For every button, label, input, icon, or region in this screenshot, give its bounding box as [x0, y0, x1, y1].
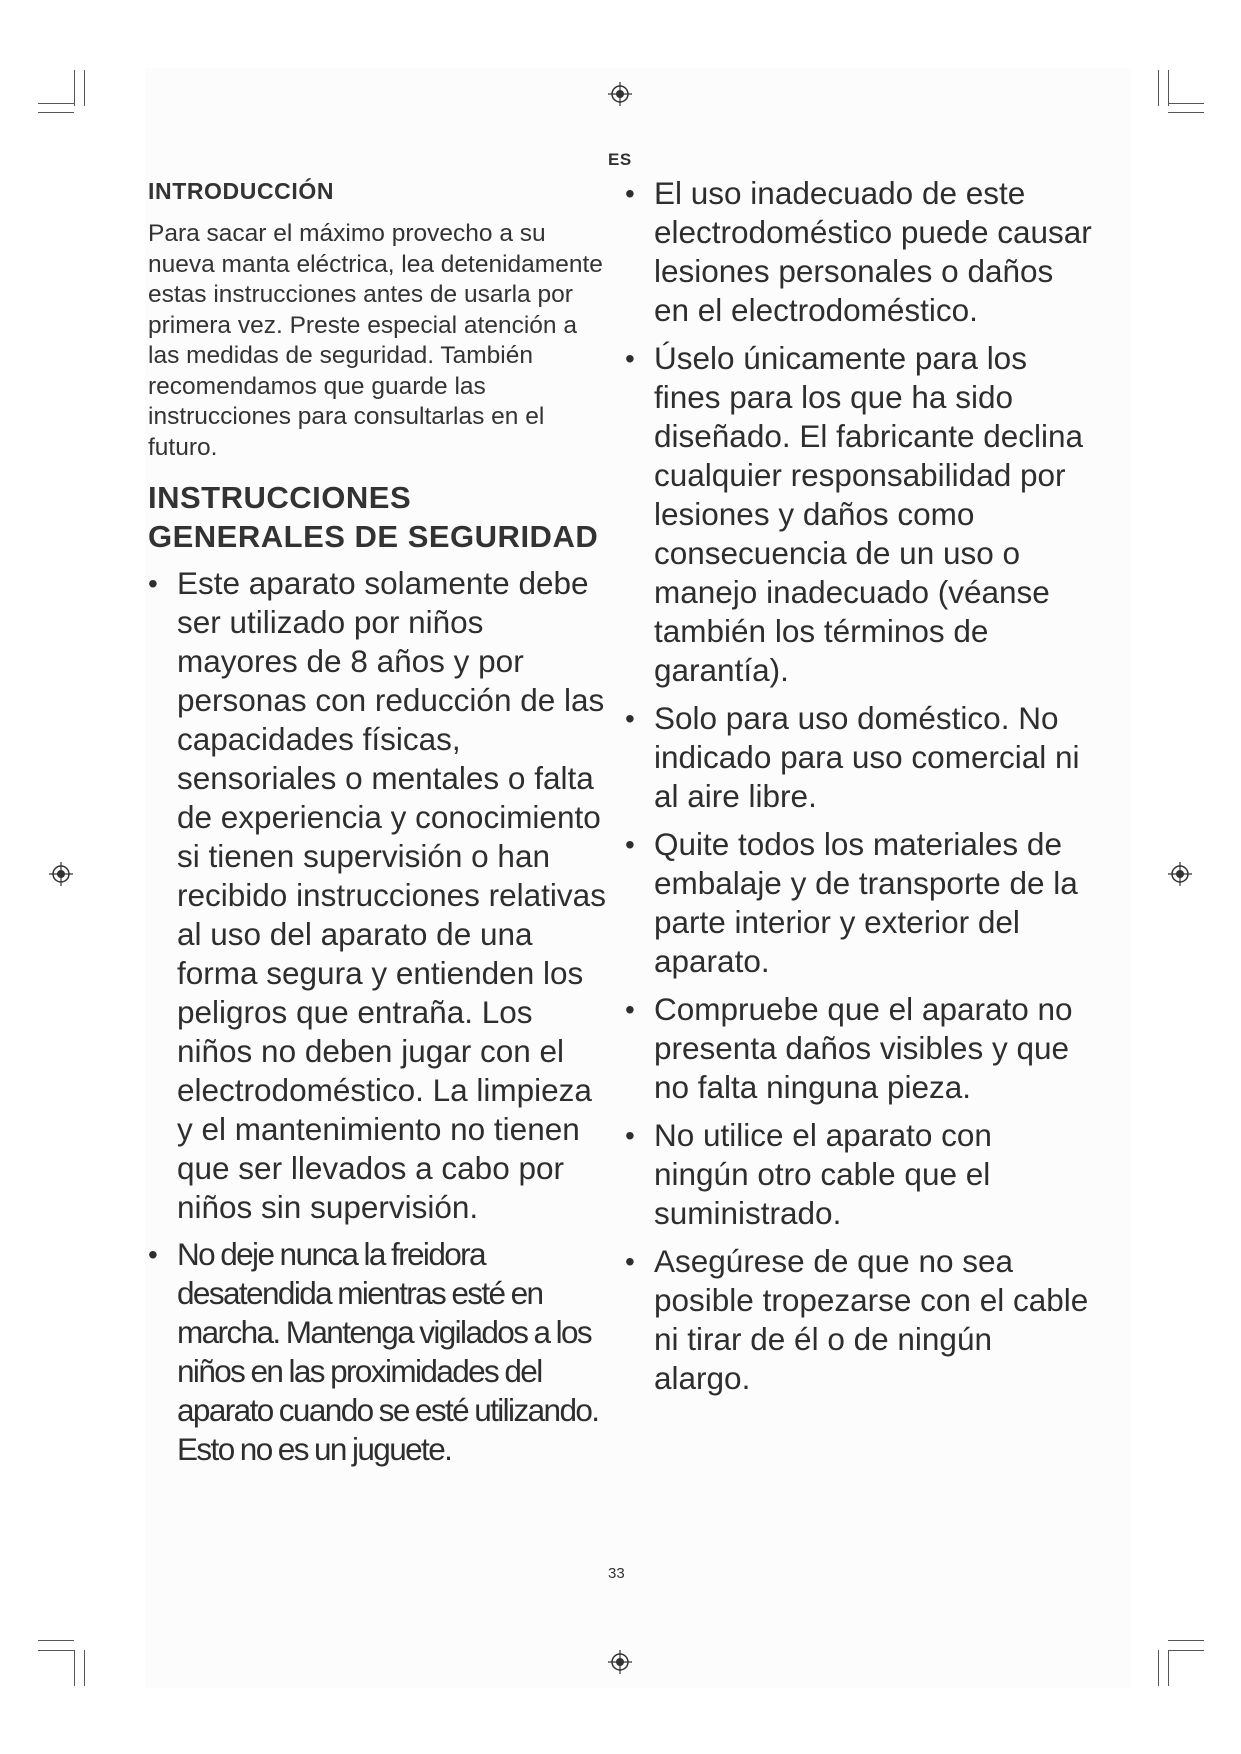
list-item-text: Compruebe que el aparato no presenta daños visibles y que no falta ninguna pieza. — [654, 991, 1073, 1105]
list-item — [625, 990, 1095, 1107]
registration-mark-icon — [608, 1650, 632, 1674]
intro-paragraph: Para sacar el máximo provecho a su nueva manta eléctrica, lea detenidamente estas instrucciones antes de usarla por primera vez. Preste especial atención a las medidas de seguridad. También recomendamos que guarde las instrucciones para consultarlas en el futuro. — [148, 220, 603, 461]
crop-mark — [1168, 103, 1204, 104]
crop-mark — [38, 112, 74, 113]
crop-mark — [1158, 1650, 1159, 1686]
list-item-text: No deje nunca la freidora desatendida mientras esté en marcha. Mantenga vigilados a los niños en las proximidades del aparato cuando se esté utilizando. Esto no es un juguete. — [177, 1236, 599, 1467]
crop-mark — [84, 70, 85, 106]
list-item — [625, 699, 1095, 816]
registration-mark-icon — [1168, 862, 1192, 886]
list-item-text: Este aparato solamente debe ser utilizado por niños mayores de 8 años y por personas con reducción de las capacidades físicas, sensoriales o mentales o falta de experiencia y conocimiento si tienen supervisión o han recibido instrucciones relativas al uso del aparato de una forma segura y entienden los peligros que entraña. Los niños no deben jugar con el electrodoméstico. La limpieza y el mantenimiento no tienen que ser llevados a cabo por niños sin supervisión. — [177, 565, 606, 1225]
crop-mark — [1168, 1650, 1204, 1651]
list-item-text: Asegúrese de que no sea posible tropezarse con el cable ni tirar de él o de ningún alargo. — [654, 1243, 1089, 1396]
crop-mark — [84, 1650, 85, 1686]
list-item — [625, 825, 1095, 981]
bullet-icon: • — [148, 1239, 157, 1270]
crop-mark — [1158, 70, 1159, 106]
crop-mark — [1168, 1650, 1169, 1686]
bullet-icon: • — [625, 1246, 635, 1277]
list-item-text: No utilice el aparato con ningún otro cable que el suministrado. — [654, 1117, 992, 1231]
list-item — [625, 1242, 1095, 1398]
registration-mark-icon — [608, 82, 632, 106]
list-item-text: Solo para uso doméstico. No indicado para uso comercial ni al aire libre. — [654, 700, 1080, 814]
crop-mark — [74, 70, 75, 106]
crop-mark — [38, 103, 74, 104]
bullet-icon: • — [625, 994, 635, 1025]
safety-list-right — [625, 174, 1095, 1398]
crop-mark — [38, 1650, 74, 1651]
crop-mark — [74, 1650, 75, 1686]
language-label: ES — [608, 150, 632, 169]
bullet-icon: • — [625, 829, 635, 860]
list-item — [625, 174, 1095, 330]
list-item-text: Quite todos los materiales de embalaje y de transporte de la parte interior y exterior del aparato. — [654, 826, 1078, 979]
registration-mark-icon — [49, 862, 73, 886]
bullet-icon: • — [625, 703, 635, 734]
crop-mark — [1168, 1640, 1204, 1641]
bullet-icon: • — [625, 343, 635, 374]
bullet-icon: • — [625, 178, 635, 209]
crop-mark — [38, 1640, 74, 1641]
list-item — [625, 339, 1095, 690]
page-number: 33 — [608, 1565, 625, 1582]
crop-mark — [1168, 112, 1204, 113]
right-column — [625, 174, 1095, 1407]
bullet-icon: • — [625, 1120, 635, 1151]
intro-heading: INTRODUCCIÓN — [148, 178, 335, 204]
crop-mark — [1168, 70, 1169, 106]
list-item-text: El uso inadecuado de este electrodoméstico puede causar lesiones personales o daños en el electrodoméstico. — [654, 175, 1092, 328]
list-item — [148, 564, 608, 1227]
list-item-text: Úselo únicamente para los fines para los que ha sido diseñado. El fabricante declina cualquier responsabilidad por lesiones y daños como consecuencia de un uso o manejo inadecuado (véanse también los términos de garantía). — [654, 340, 1084, 688]
list-item — [625, 1116, 1095, 1233]
list-item — [148, 1235, 608, 1469]
safety-heading: INSTRUCCIONES GENERALES DE SEGURIDAD — [148, 480, 599, 554]
safety-list-left — [148, 564, 608, 1469]
bullet-icon: • — [148, 568, 158, 599]
left-column — [148, 178, 608, 1477]
